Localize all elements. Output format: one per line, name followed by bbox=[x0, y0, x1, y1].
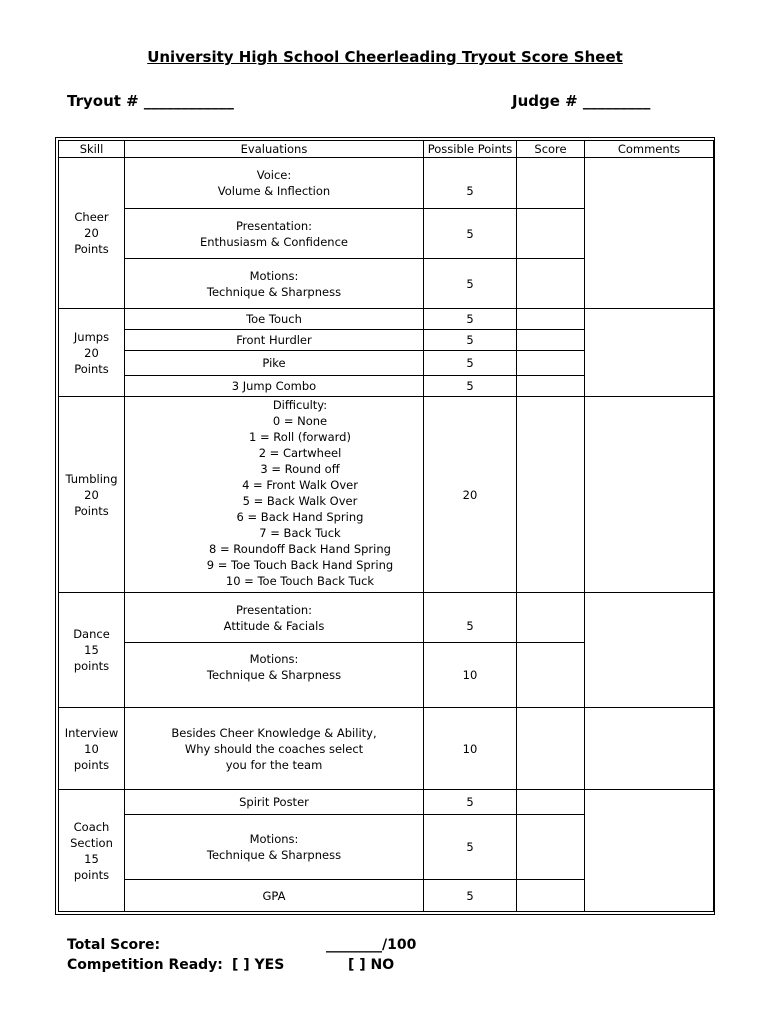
eval-cell: Besides Cheer Knowledge & Ability, Why should the coaches select you for the team bbox=[125, 708, 424, 790]
no-checkbox[interactable]: [ ] NO bbox=[348, 957, 395, 973]
score-cell[interactable] bbox=[517, 880, 585, 912]
judge-number-field[interactable]: Judge # _________ bbox=[512, 92, 651, 110]
points-cell: 20 bbox=[424, 397, 517, 593]
eval-cell: Presentation: Attitude & Facials bbox=[125, 593, 424, 643]
points-cell: 5 bbox=[424, 815, 517, 880]
comments-cell[interactable] bbox=[585, 397, 714, 593]
score-cell[interactable] bbox=[517, 309, 585, 330]
eval-cell: Presentation: Enthusiasm & Confidence bbox=[125, 209, 424, 259]
eval-cell: Motions: Technique & Sharpness bbox=[125, 643, 424, 708]
points-cell: 10 bbox=[424, 643, 517, 708]
table-row bbox=[59, 708, 714, 790]
total-score-label: Total Score: bbox=[67, 937, 161, 953]
points-cell: 5 bbox=[424, 790, 517, 815]
table-row bbox=[59, 309, 714, 330]
skill-dance: Dance 15 points bbox=[59, 593, 125, 708]
competition-ready-label: Competition Ready: bbox=[67, 957, 223, 973]
eval-cell: Motions: Technique & Sharpness bbox=[125, 259, 424, 309]
points-cell: 5 bbox=[424, 259, 517, 309]
skill-tumbling: Tumbling 20 Points bbox=[59, 397, 125, 593]
points-cell: 5 bbox=[424, 880, 517, 912]
points-cell: 5 bbox=[424, 351, 517, 376]
score-cell[interactable] bbox=[517, 790, 585, 815]
score-cell[interactable] bbox=[517, 158, 585, 209]
comments-cell[interactable] bbox=[585, 309, 714, 397]
skill-coach: Coach Section 15 points bbox=[59, 790, 125, 912]
total-score-field[interactable]: ________/100 bbox=[326, 937, 417, 953]
header-evaluations: Evaluations bbox=[125, 141, 424, 158]
eval-cell: Pike bbox=[125, 351, 424, 376]
points-cell: 5 bbox=[424, 330, 517, 351]
score-cell[interactable] bbox=[517, 815, 585, 880]
comments-cell[interactable] bbox=[585, 593, 714, 708]
header-skill: Skill bbox=[59, 141, 125, 158]
score-cell[interactable] bbox=[517, 351, 585, 376]
score-cell[interactable] bbox=[517, 330, 585, 351]
points-cell: 5 bbox=[424, 593, 517, 643]
header-possible-points: Possible Points bbox=[424, 141, 517, 158]
score-cell[interactable] bbox=[517, 376, 585, 397]
score-cell[interactable] bbox=[517, 593, 585, 643]
score-cell[interactable] bbox=[517, 643, 585, 708]
header-comments: Comments bbox=[585, 141, 714, 158]
score-cell[interactable] bbox=[517, 209, 585, 259]
tryout-number-field[interactable]: Tryout # ____________ bbox=[67, 92, 234, 110]
page-title: University High School Cheerleading Tryout Score Sheet bbox=[147, 48, 623, 66]
skill-interview: Interview 10 points bbox=[59, 708, 125, 790]
eval-cell: Voice: Volume & Inflection bbox=[125, 158, 424, 209]
score-cell[interactable] bbox=[517, 259, 585, 309]
eval-cell: 3 Jump Combo bbox=[125, 376, 424, 397]
table-row bbox=[59, 158, 714, 209]
difficulty-list: Difficulty: 0 = None 1 = Roll (forward) 2 = Cartwheel 3 = Round off 4 = Front Walk Over 5 = Back Walk Over 6 = Back Hand Spring 7 = Back Tuck 8 = Roundoff Back Hand Spring 9 = Toe Touch Back Hand Spring 10 = Toe Touch Back Tuck bbox=[125, 397, 424, 593]
table-row bbox=[59, 790, 714, 815]
comments-cell[interactable] bbox=[585, 790, 714, 912]
header-row bbox=[59, 141, 714, 158]
header-score: Score bbox=[517, 141, 585, 158]
comments-cell[interactable] bbox=[585, 708, 714, 790]
eval-cell: GPA bbox=[125, 880, 424, 912]
skill-cheer: Cheer 20 Points bbox=[59, 158, 125, 309]
table-row bbox=[59, 397, 714, 593]
score-cell[interactable] bbox=[517, 708, 585, 790]
table-row bbox=[59, 593, 714, 643]
eval-cell: Front Hurdler bbox=[125, 330, 424, 351]
points-cell: 5 bbox=[424, 309, 517, 330]
score-cell[interactable] bbox=[517, 397, 585, 593]
eval-cell: Toe Touch bbox=[125, 309, 424, 330]
eval-cell: Spirit Poster bbox=[125, 790, 424, 815]
points-cell: 5 bbox=[424, 158, 517, 209]
skill-jumps: Jumps 20 Points bbox=[59, 309, 125, 397]
comments-cell[interactable] bbox=[585, 158, 714, 309]
score-table bbox=[58, 140, 714, 912]
points-cell: 5 bbox=[424, 376, 517, 397]
eval-cell: Motions: Technique & Sharpness bbox=[125, 815, 424, 880]
yes-checkbox[interactable]: [ ] YES bbox=[232, 957, 285, 973]
points-cell: 5 bbox=[424, 209, 517, 259]
points-cell: 10 bbox=[424, 708, 517, 790]
